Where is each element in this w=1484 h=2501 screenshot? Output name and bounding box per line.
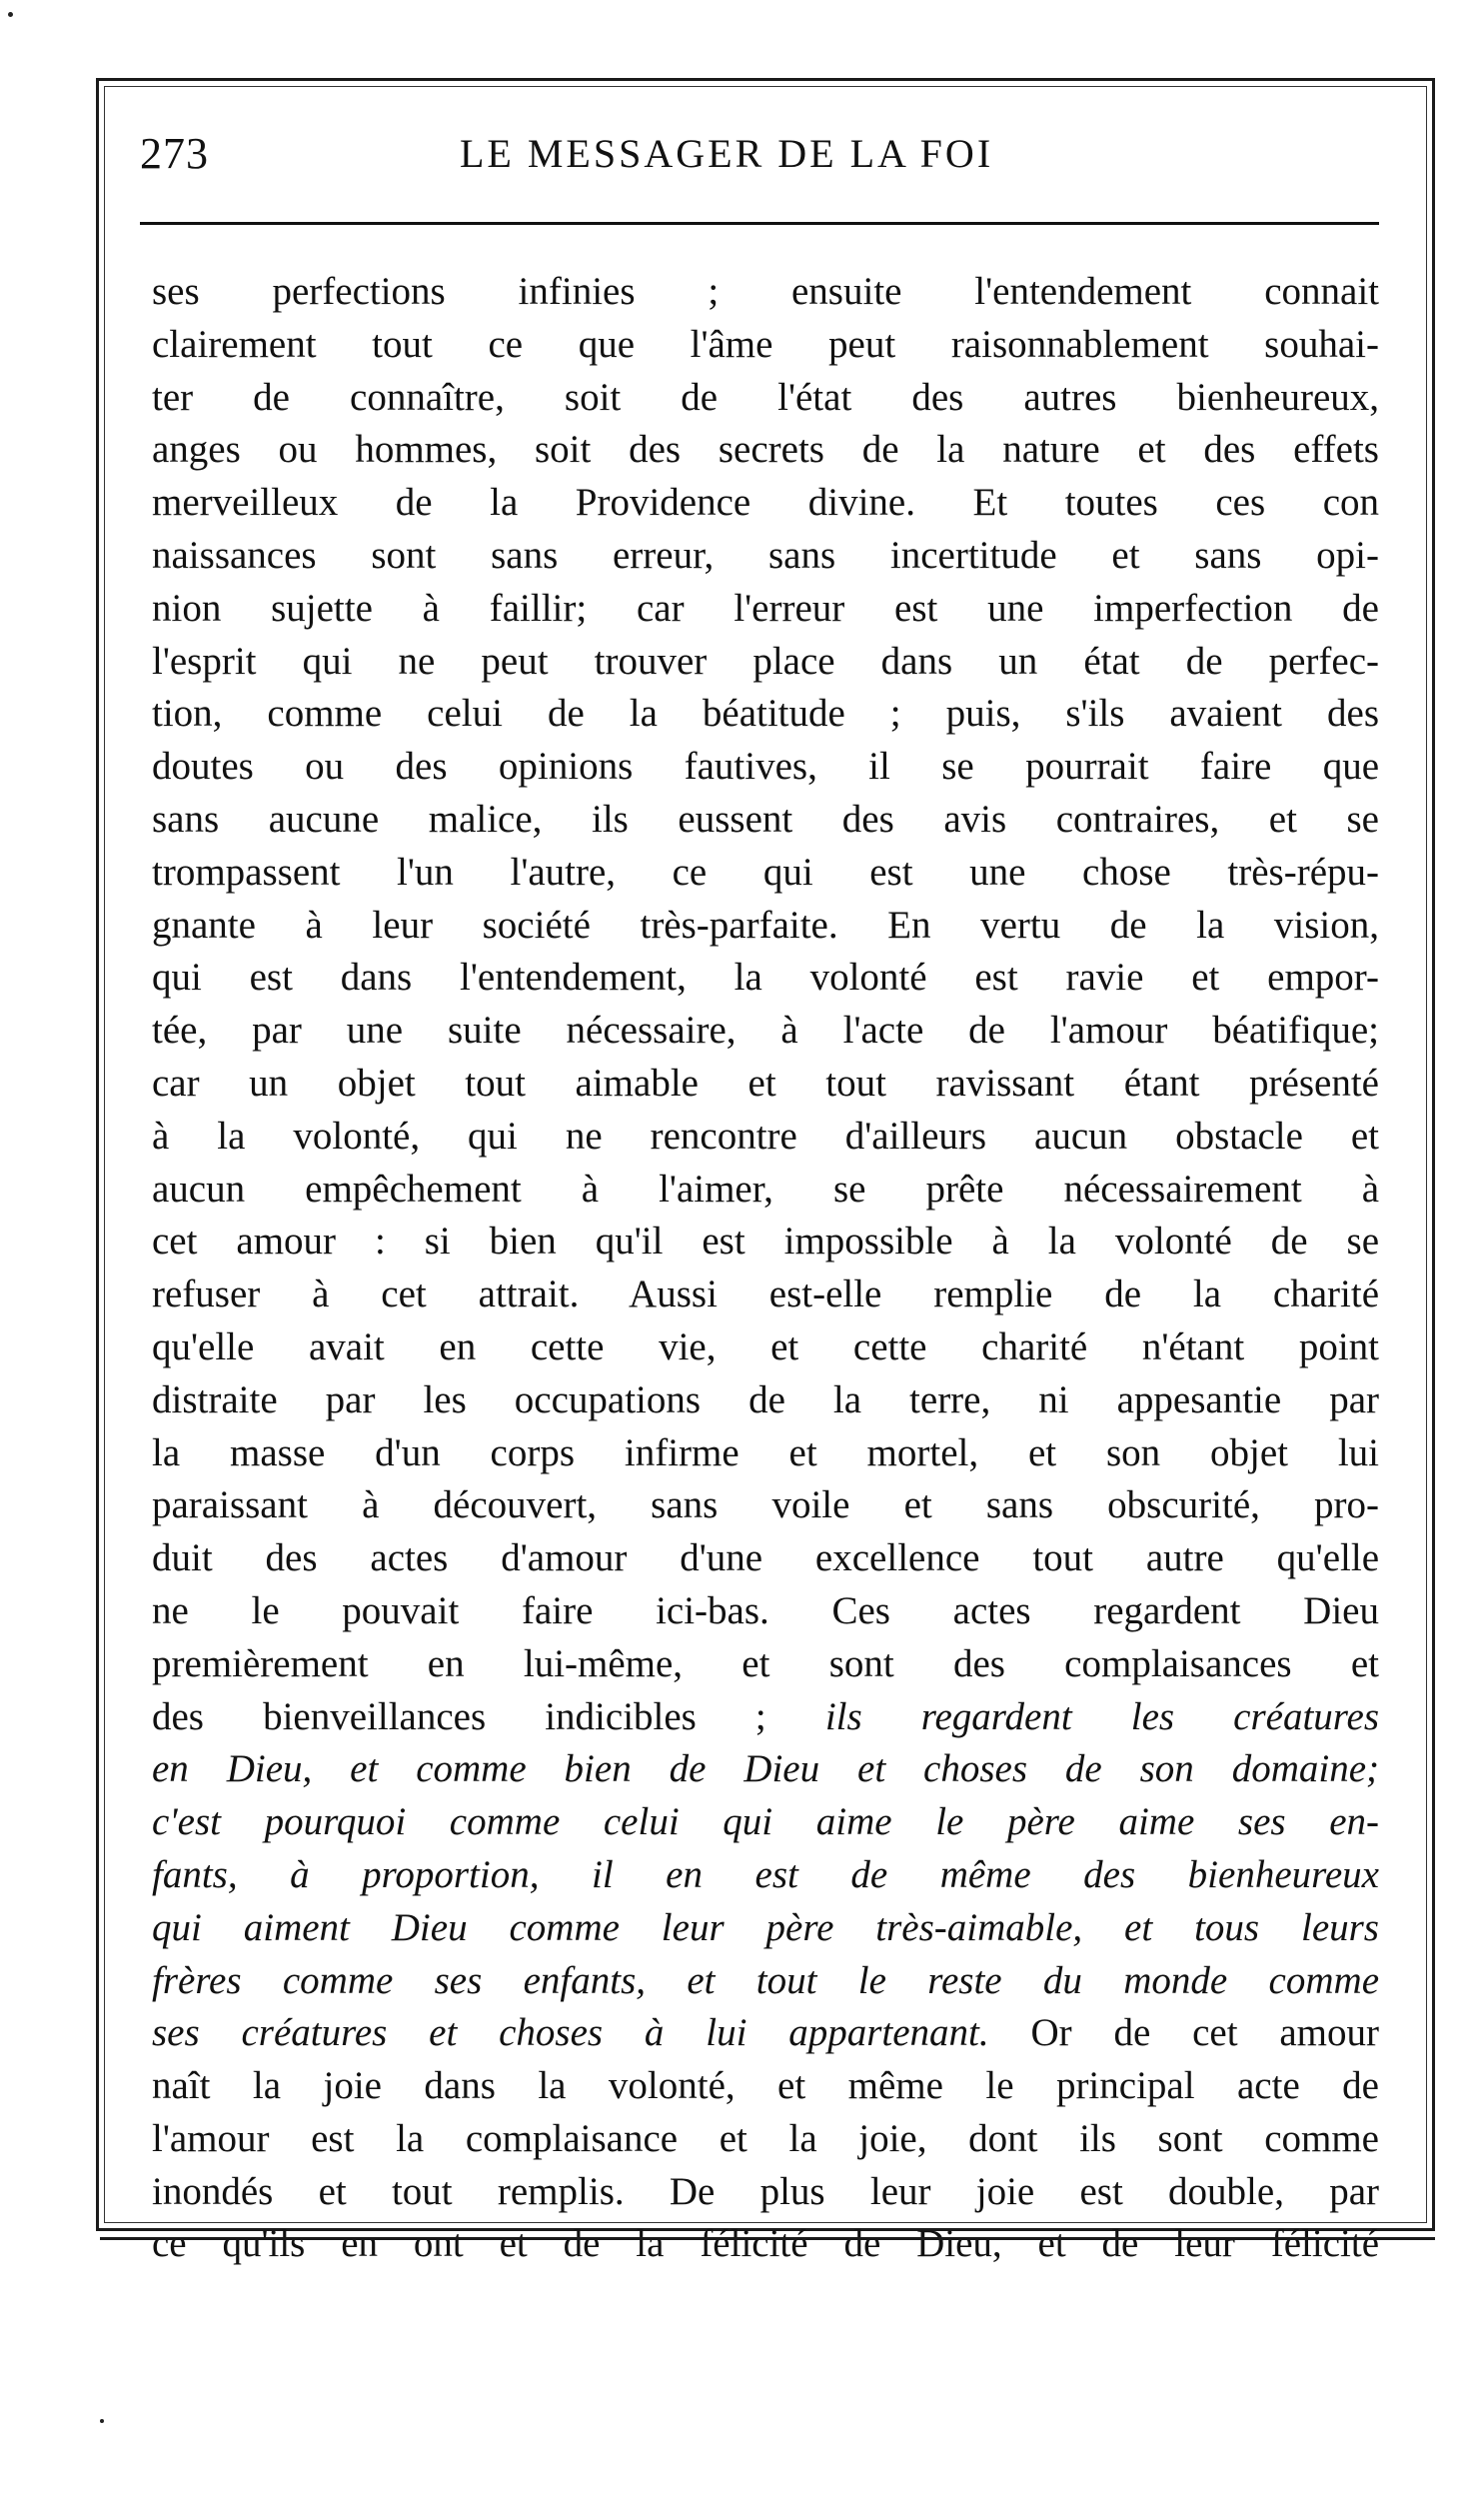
text-line xyxy=(152,1005,1379,1058)
text-run: clairement tout ce que l'âme peut raisonnablement souhai- xyxy=(152,322,1379,366)
text-run: naissances sont sans erreur, sans incertitude et sans opi- xyxy=(152,533,1379,577)
text-run: ter de connaître, soit de l'état des autres bienheureux, xyxy=(152,375,1379,419)
text-run: nion sujette à faillir; car l'erreur est une imperfection de xyxy=(152,586,1379,630)
text-line xyxy=(152,900,1379,953)
text-line xyxy=(152,1743,1379,1796)
text-run: ne le pouvait faire ici-bas. Ces actes regardent Dieu xyxy=(152,1588,1379,1632)
text-line xyxy=(152,583,1379,636)
text-run: l'amour est la complaisance et la joie, dont ils sont comme xyxy=(152,2116,1379,2160)
italic-text-run: ses créatures et choses à lui appartenant. xyxy=(152,2011,989,2055)
body-text xyxy=(152,266,1379,2271)
text-run: duit des actes d'amour d'une excellence tout autre qu'elle xyxy=(152,1536,1379,1580)
text-line xyxy=(152,1585,1379,1638)
italic-text-run: frères comme ses enfants, et tout le reste du monde comme xyxy=(152,1958,1379,2002)
text-run: la masse d'un corps infirme et mortel, et son objet lui xyxy=(152,1430,1379,1474)
text-line xyxy=(152,2166,1379,2219)
text-run: tion, comme celui de la béatitude ; puis, s'ils avaient des xyxy=(152,692,1379,736)
text-line xyxy=(152,2218,1379,2271)
text-line xyxy=(152,847,1379,900)
text-line xyxy=(152,1321,1379,1374)
text-run: Or de cet amour xyxy=(988,2011,1379,2055)
italic-text-run: ils regardent les créatures xyxy=(824,1694,1380,1738)
text-line xyxy=(152,1427,1379,1480)
text-run: trompassent l'un l'autre, ce qui est une chose très-répu- xyxy=(152,850,1379,894)
text-run: premièrement en lui-même, et sont des complaisances et xyxy=(152,1641,1379,1685)
text-line xyxy=(152,1849,1379,1902)
scan-speck xyxy=(8,12,13,17)
italic-text-run: en Dieu, et comme bien de Dieu et choses de son domaine; xyxy=(152,1747,1379,1791)
text-line xyxy=(152,1058,1379,1111)
text-run: doutes ou des opinions fautives, il se pourrait faire que xyxy=(152,745,1379,789)
text-line xyxy=(152,636,1379,689)
scan-speck xyxy=(100,2419,104,2423)
text-line xyxy=(152,477,1379,530)
text-run: gnante à leur société très-parfaite. En vertu de la vision, xyxy=(152,903,1379,947)
text-line xyxy=(152,266,1379,319)
text-line xyxy=(152,319,1379,372)
text-line xyxy=(152,424,1379,477)
text-line xyxy=(152,1164,1379,1217)
text-run: anges ou hommes, soit des secrets de la nature et des effets xyxy=(152,428,1379,472)
text-line xyxy=(152,741,1379,794)
italic-text-run: qui aiment Dieu comme leur père très-aimable, et tous leurs xyxy=(152,1905,1379,1949)
text-run: naît la joie dans la volonté, et même le principal acte de xyxy=(152,2064,1379,2108)
text-line xyxy=(152,1216,1379,1268)
running-title: LE MESSAGER DE LA FOI xyxy=(460,131,994,176)
text-line xyxy=(152,2113,1379,2166)
text-line xyxy=(152,1691,1379,1744)
text-line xyxy=(152,372,1379,425)
text-line xyxy=(152,1902,1379,1955)
text-run: aucun empêchement à l'aimer, se prête nécessairement à xyxy=(152,1167,1379,1211)
text-line xyxy=(152,1796,1379,1849)
text-line xyxy=(152,688,1379,741)
text-run: qu'elle avait en cette vie, et cette charité n'étant point xyxy=(152,1324,1379,1368)
text-run: ses perfections infinies ; ensuite l'entendement connait xyxy=(152,270,1379,313)
text-line xyxy=(152,794,1379,847)
text-run: paraissant à découvert, sans voile et sans obscurité, pro- xyxy=(152,1483,1379,1527)
text-run: des bienveillances indicibles ; xyxy=(152,1694,825,1738)
text-run: ce qu'ils en ont et de la félicité de Dieu, et de leur félicité xyxy=(152,2222,1379,2266)
bottom-rule xyxy=(100,2237,1435,2240)
italic-text-run: c'est pourquoi comme celui qui aime le père aime ses en- xyxy=(152,1800,1379,1844)
text-run: sans aucune malice, ils eussent des avis contraires, et se xyxy=(152,797,1379,841)
text-run: à la volonté, qui ne rencontre d'ailleurs aucun obstacle et xyxy=(152,1114,1379,1158)
text-run: merveilleux de la Providence divine. Et toutes ces con xyxy=(152,481,1379,525)
text-line xyxy=(152,1111,1379,1164)
running-head xyxy=(140,128,1379,188)
text-line xyxy=(152,1268,1379,1321)
text-line xyxy=(152,530,1379,583)
text-line xyxy=(152,1638,1379,1691)
text-run: distraite par les occupations de la terre, ni appesantie par xyxy=(152,1377,1379,1421)
text-line xyxy=(152,2060,1379,2113)
page-number: 273 xyxy=(140,129,209,178)
text-line xyxy=(152,1955,1379,2008)
header-rule xyxy=(140,222,1379,225)
text-line xyxy=(152,1374,1379,1427)
text-line xyxy=(152,1532,1379,1585)
italic-text-run: fants, à proportion, il en est de même des bienheureux xyxy=(152,1852,1379,1896)
text-run: qui est dans l'entendement, la volonté est ravie et empor- xyxy=(152,956,1379,1000)
text-run: inondés et tout remplis. De plus leur joie est double, par xyxy=(152,2169,1379,2213)
text-run: car un objet tout aimable et tout ravissant étant présenté xyxy=(152,1061,1379,1105)
text-run: refuser à cet attrait. Aussi est-elle remplie de la charité xyxy=(152,1272,1379,1316)
text-line xyxy=(152,952,1379,1005)
text-run: tée, par une suite nécessaire, à l'acte de l'amour béatifique; xyxy=(152,1009,1379,1053)
text-line xyxy=(152,1479,1379,1532)
text-run: l'esprit qui ne peut trouver place dans un état de perfec- xyxy=(152,639,1379,683)
text-run: cet amour : si bien qu'il est impossible à la volonté de se xyxy=(152,1220,1379,1263)
text-line xyxy=(152,2007,1379,2060)
